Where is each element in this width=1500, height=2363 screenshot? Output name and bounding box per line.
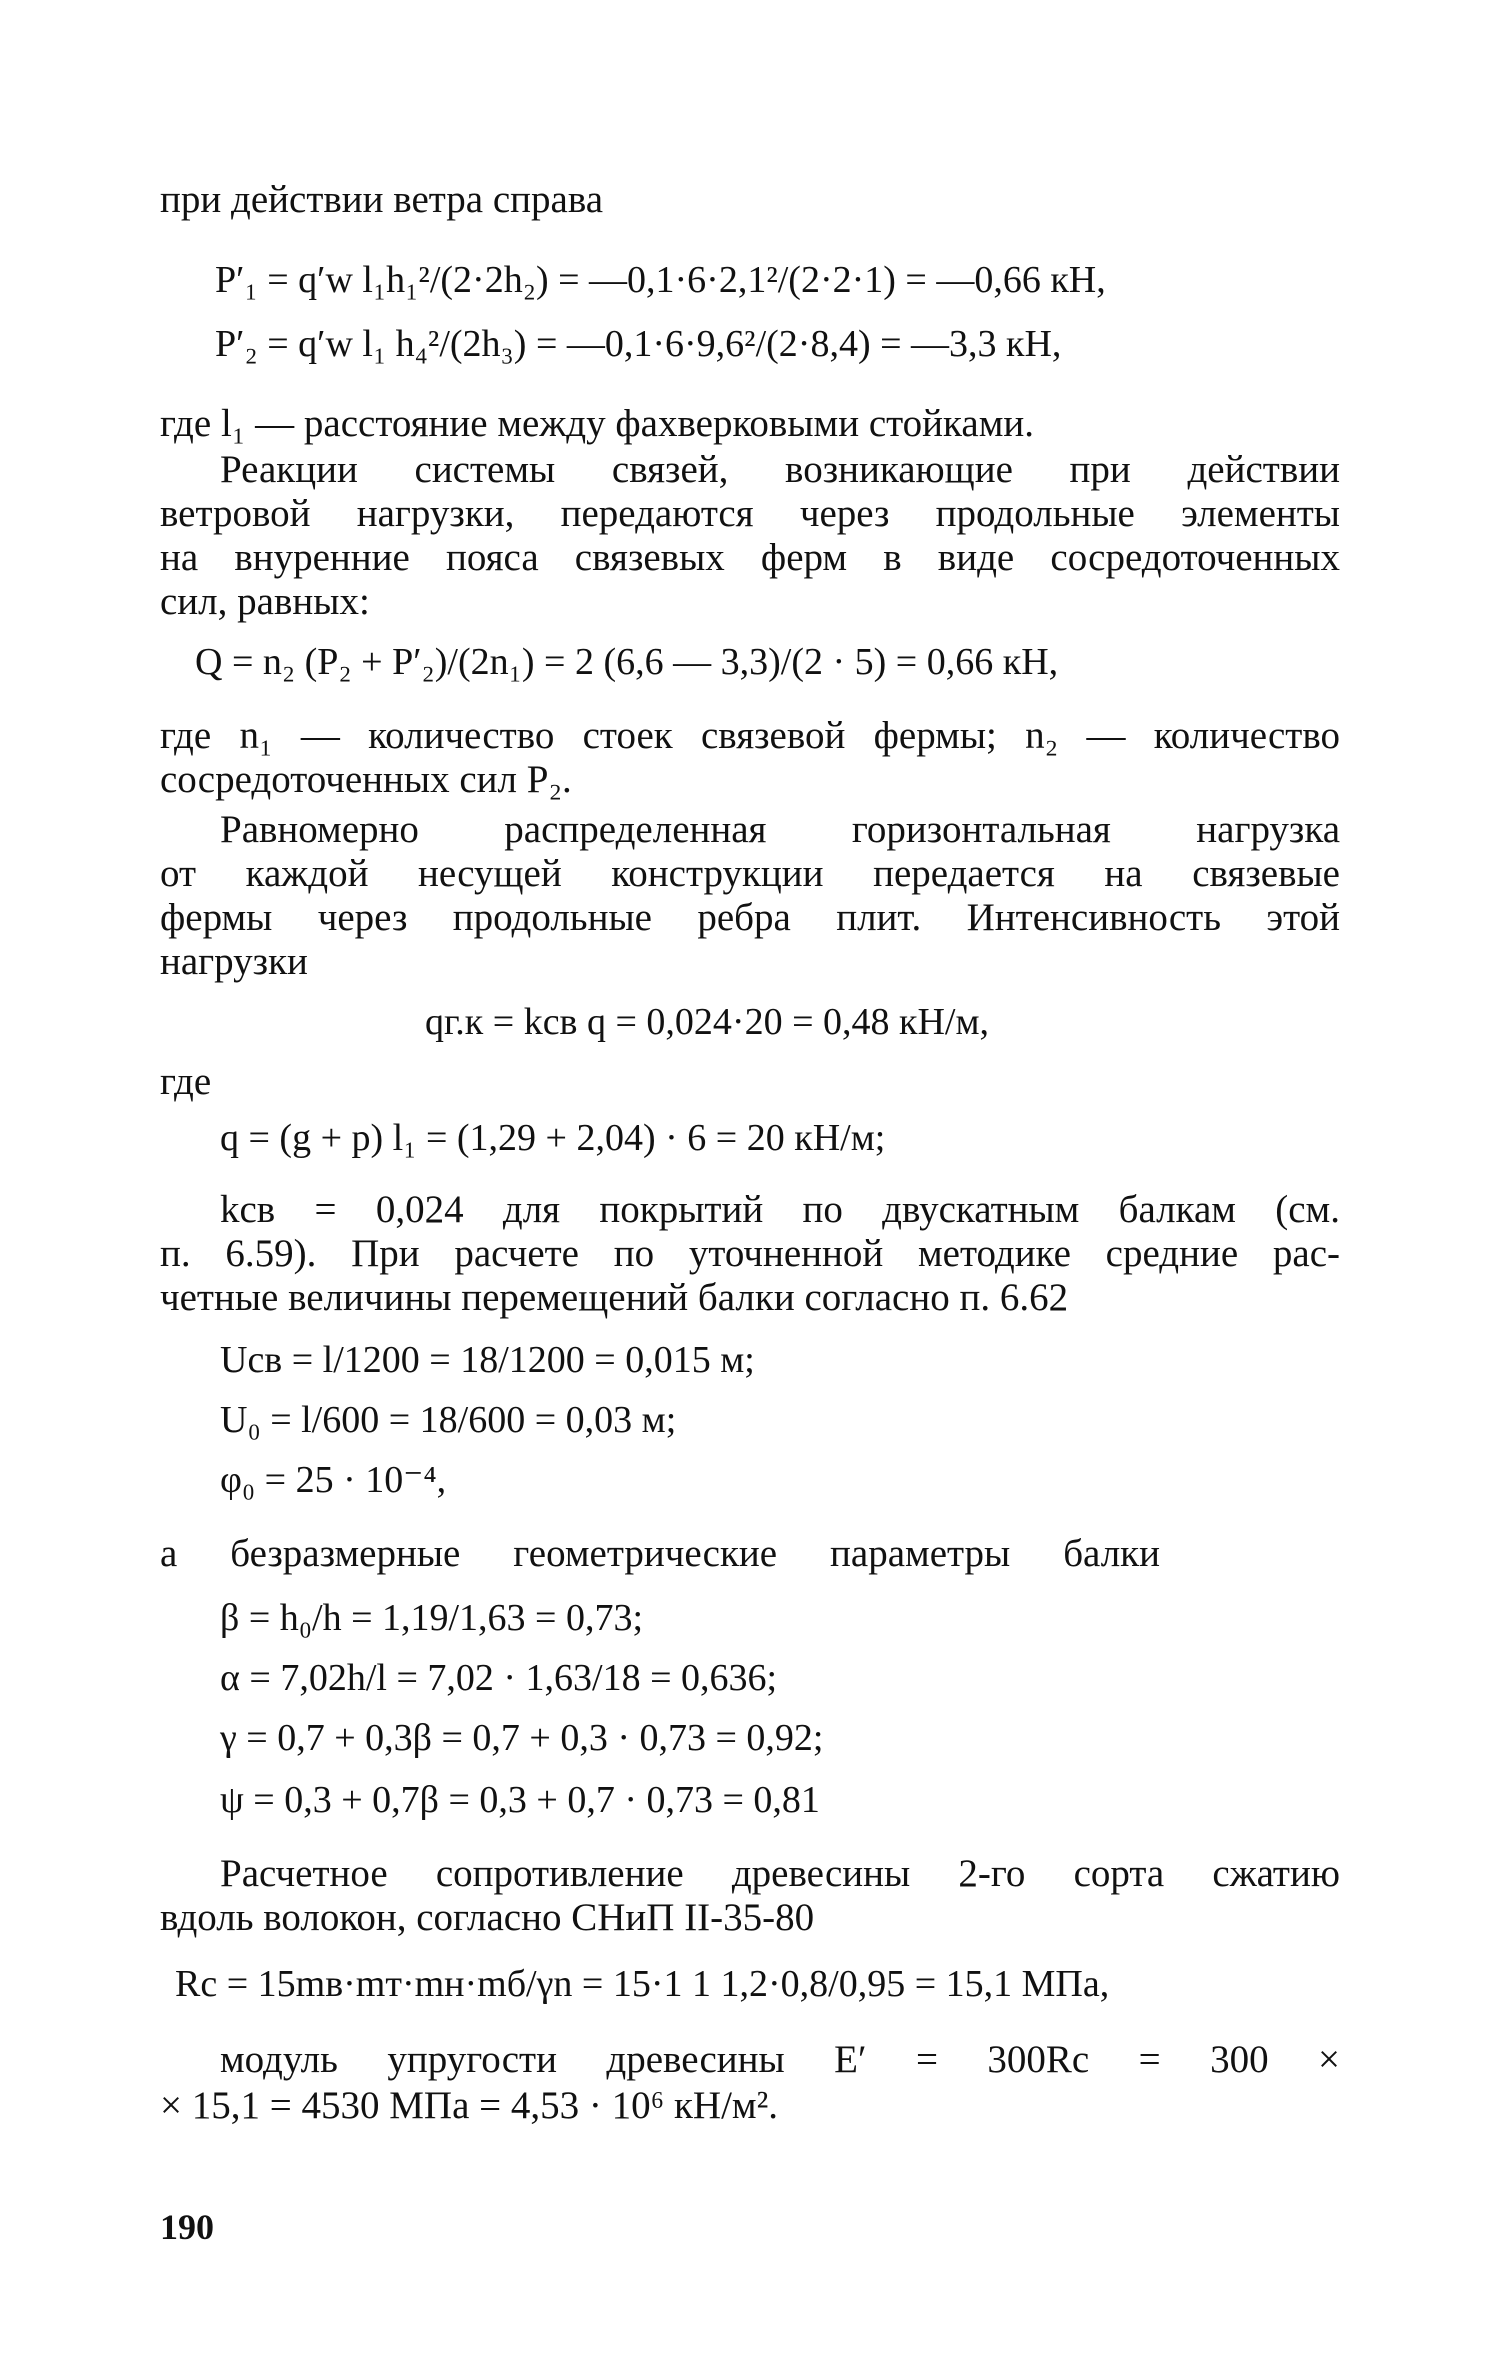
text-line: Реакции системы связей, возникающие при действии <box>220 448 1340 491</box>
text-line: Равномерно распределенная горизонтальная нагрузка <box>220 808 1340 851</box>
formula: φ₀ = 25 · 10⁻⁴, <box>220 1459 447 1501</box>
text-line: модуль упругости древесины E′ = 300Rс = 300 × <box>220 2038 1340 2081</box>
text-line: от каждой несущей конструкции передается на связевые <box>160 852 1340 895</box>
formula: Uсв = l/1200 = 18/1200 = 0,015 м; <box>220 1339 755 1381</box>
text-line: где <box>160 1060 212 1103</box>
text-line: четные величины перемещений балки согласно п. 6.62 <box>160 1276 1069 1319</box>
text-line: на внуренние пояса связевых ферм в виде сосредоточенных <box>160 536 1340 579</box>
text-line: п. 6.59). При расчете по уточненной методике средние рас- <box>160 1232 1340 1275</box>
page-number: 190 <box>160 2207 214 2247</box>
text-line: а безразмерные геометрические параметры балки <box>160 1532 1160 1575</box>
text-line: Расчетное сопротивление древесины 2-го сорта сжатию <box>220 1852 1340 1895</box>
text-line: ветровой нагрузки, передаются через продольные элементы <box>160 492 1340 535</box>
text-line: вдоль волокон, согласно СНиП II-35-80 <box>160 1896 815 1939</box>
formula: P′₁ = q′w l₁h₁²/(2·2h₂) = —0,1·6·2,1²/(2·2·1) = —0,66 кН, <box>215 259 1106 301</box>
text-line: × 15,1 = 4530 МПа = 4,53 · 10⁶ кН/м². <box>160 2084 779 2127</box>
formula: Q = n₂ (P₂ + P′₂)/(2n₁) = 2 (6,6 — 3,3)/(2 · 5) = 0,66 кН, <box>195 641 1059 683</box>
text-line: где l₁ — расстояние между фахверковыми стойками. <box>160 402 1035 445</box>
text-line: нагрузки <box>160 940 308 983</box>
formula: q = (g + p) l₁ = (1,29 + 2,04) · 6 = 20 кН/м; <box>220 1117 886 1159</box>
formula: qг.к = kсв q = 0,024·20 = 0,48 кН/м, <box>425 1001 990 1043</box>
formula: β = h₀/h = 1,19/1,63 = 0,73; <box>220 1597 644 1639</box>
text-line: фермы через продольные ребра плит. Интенсивность этой <box>160 896 1340 939</box>
formula: ψ = 0,3 + 0,7β = 0,3 + 0,7 · 0,73 = 0,81 <box>220 1779 820 1821</box>
formula: α = 7,02h/l = 7,02 · 1,63/18 = 0,636; <box>220 1657 778 1699</box>
text-line: где n₁ — количество стоек связевой фермы; n₂ — количество <box>160 714 1340 757</box>
formula: U₀ = l/600 = 18/600 = 0,03 м; <box>220 1399 677 1441</box>
formula: γ = 0,7 + 0,3β = 0,7 + 0,3 · 0,73 = 0,92; <box>220 1717 824 1759</box>
text-line: при действии ветра справа <box>160 178 604 221</box>
text-line: сил, равных: <box>160 580 370 623</box>
text-line: kсв = 0,024 для покрытий по двускатным балкам (см. <box>220 1188 1340 1231</box>
formula: P′₂ = q′w l₁ h₄²/(2h₃) = —0,1·6·9,6²/(2·8,4) = —3,3 кН, <box>215 323 1062 365</box>
text-line: сосредоточенных сил P₂. <box>160 758 572 801</box>
formula: Rс = 15mв·mт·mн·mб/γn = 15·1 1 1,2·0,8/0,95 = 15,1 МПа, <box>175 1963 1110 2005</box>
